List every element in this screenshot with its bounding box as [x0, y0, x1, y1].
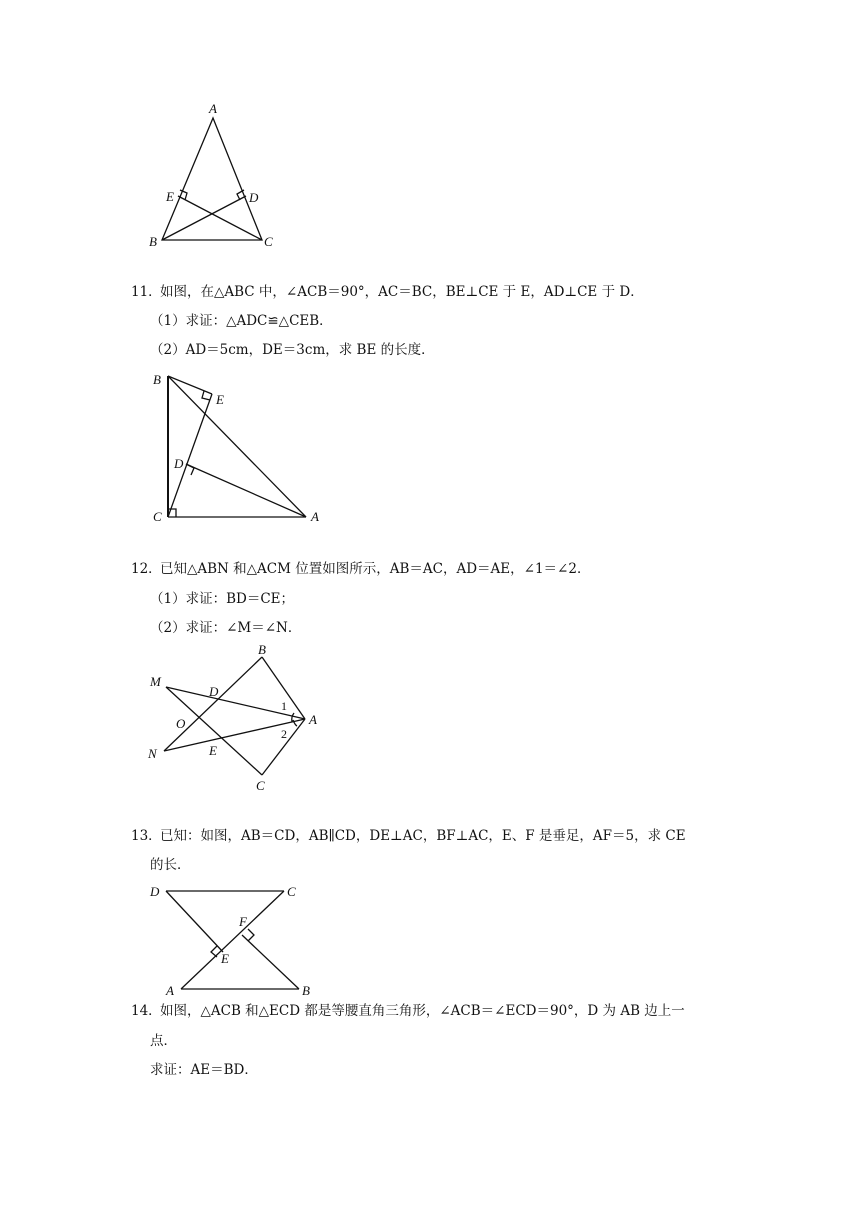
label-c: C: [287, 884, 296, 899]
label-c: C: [153, 509, 162, 524]
segment-ac: [181, 891, 284, 989]
segment-de: [166, 891, 223, 952]
segment-bn: [164, 657, 262, 751]
question-number: 11．: [131, 284, 162, 300]
question-part-2: （2）AD＝5cm，DE＝3cm，求 BE 的长度．: [150, 342, 435, 358]
question-number: 14．: [131, 1003, 162, 1019]
label-c: C: [264, 234, 273, 249]
figure-12-quadrilateral: [0, 640, 860, 800]
question-stem: 已知△ABN 和△ACM 位置如图所示，AB＝AC，AD＝AE，∠1＝∠2．: [160, 561, 591, 577]
label-e: E: [166, 189, 174, 204]
question-number: 12．: [131, 561, 162, 577]
label-a: A: [311, 509, 319, 524]
label-m: M: [150, 674, 161, 689]
figure-13-parallel: [0, 875, 860, 1000]
label-d: D: [249, 190, 259, 205]
label-d: D: [150, 884, 160, 899]
figure-10-triangle: [0, 0, 860, 260]
segment-be: [168, 376, 212, 394]
question-stem-line-1: 已知：如图，AB＝CD，AB∥CD，DE⊥AC，BF⊥AC，E、F 是垂足，AF＝5，求 CE: [160, 828, 686, 844]
question-stem: 如图，在△ABC 中，∠ACB＝90°，AC＝BC，BE⊥CE 于 E，AD⊥CE 于 D．: [160, 284, 644, 300]
label-b: B: [258, 642, 266, 657]
label-b: B: [153, 372, 161, 387]
segment-be: [162, 196, 246, 240]
figure-11-triangle: [0, 360, 860, 530]
question-stem-line-2: 点．: [150, 1033, 177, 1049]
question-stem-line-2: 的长．: [150, 857, 191, 873]
label-e: E: [216, 392, 224, 407]
label-a: A: [209, 101, 217, 116]
right-angle-mark-d: [186, 464, 194, 475]
label-d: D: [209, 684, 219, 699]
label-b: B: [302, 983, 310, 998]
question-number: 13．: [131, 828, 162, 844]
label-c: C: [256, 778, 265, 793]
label-o: O: [176, 716, 186, 731]
label-one: 1: [281, 699, 287, 713]
triangle-abc: [162, 118, 262, 240]
label-e: E: [221, 951, 229, 966]
question-part-1: （1）求证：△ADC≌△CEB．: [150, 313, 333, 329]
label-a: A: [166, 983, 174, 998]
question-stem-line-1: 如图，△ACB 和△ECD 都是等腰直角三角形，∠ACB＝∠ECD＝90°，D 为 AB 边上一: [160, 1003, 685, 1019]
segment-ad: [186, 464, 306, 517]
label-f: F: [239, 914, 247, 929]
label-b: B: [149, 234, 157, 249]
segment-cm: [166, 687, 262, 775]
question-prove: 求证：AE＝BD．: [150, 1062, 258, 1078]
label-n: N: [148, 746, 157, 761]
right-angle-mark-f: [248, 929, 254, 941]
label-two: 2: [281, 727, 287, 741]
segment-ba: [168, 376, 306, 517]
label-d: D: [174, 456, 184, 471]
segment-bf: [242, 935, 299, 989]
label-e: E: [209, 743, 217, 758]
question-part-1: （1）求证：BD＝CE；: [150, 591, 295, 607]
question-part-2: （2）求证：∠M＝∠N．: [150, 620, 302, 636]
label-a: A: [309, 712, 317, 727]
